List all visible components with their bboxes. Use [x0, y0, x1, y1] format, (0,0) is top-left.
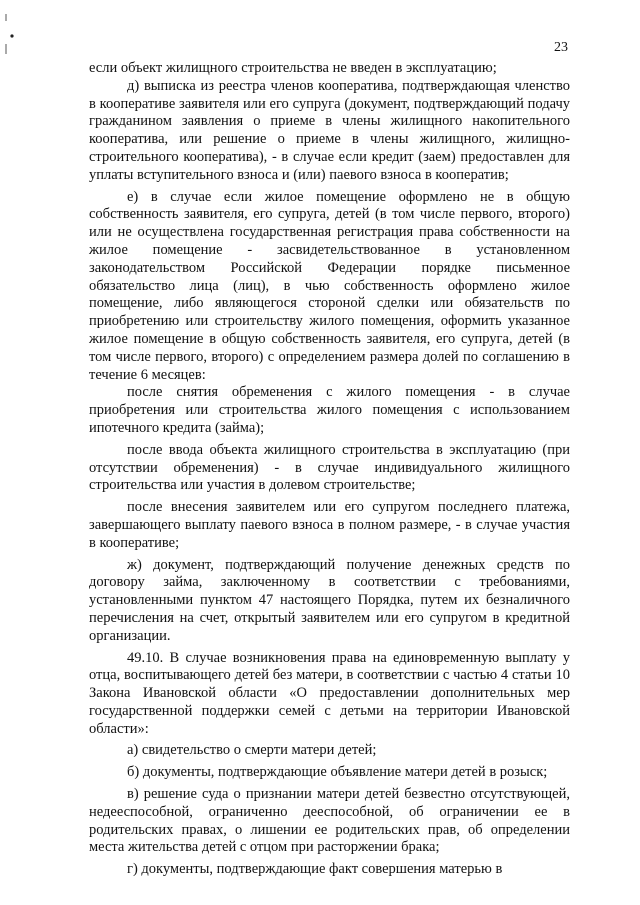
- body-text: [89, 60, 570, 879]
- paragraph-item-d: д) выписка из реестра членов кооператива, подтверждающая членство в кооперативе заявителя или его супруга (документ, подтверждающий подачу гражданином заявления о приеме в члены жилищного накопительного кооператива, или решение о приеме в члены жилищного, жилищно-строительного кооператива), - в случае если кредит (заем) предоставлен для уплаты вступительного взноса и (или) паевого взноса в кооператив;: [89, 77, 570, 183]
- list-item-b: б) документы, подтверждающие объявление матери детей в розыск;: [127, 764, 548, 781]
- paragraph-item-zh: ж) документ, подтверждающий получение денежных средств по договору займа, заключенному в соответствии с требованиями, установленными пунктом 47 настоящего Порядка, путем их безналичного перечисления на счет, открытый заявителем или его супругом в кредитной организации.: [89, 556, 570, 644]
- paragraph-49-10: 49.10. В случае возникновения права на единовременную выплату у отца, воспитывающего детей без матери, в соответствии с частью 4 статьи 10 Закона Ивановской области «О предоставлении дополнительных мер государственной поддержки семей с детьми на территории Ивановской области»:: [89, 649, 570, 737]
- list-item-g: г) документы, подтверждающие факт совершения матерью в: [127, 861, 503, 878]
- page-number: 23: [554, 40, 568, 55]
- punch-hole-marks: [2, 14, 22, 64]
- list-item-v: в) решение суда о признании матери детей безвестно отсутствующей, недееспособной, ограниченно дееспособной, об ограничении ее в родительских правах, о лишении ее родительских прав, об определении места жительства детей с отцом при расторжении брака;: [89, 786, 570, 856]
- paragraph-after-last-payment: после внесения заявителем или его супругом последнего платежа, завершающего выплату паевого взноса в полном размере, - в случае участия в кооперативе;: [89, 499, 570, 551]
- paragraph-after-commissioning: после ввода объекта жилищного строительства в эксплуатацию (при отсутствии обременения) - в случае индивидуального жилищного строительства или участия в долевом строительстве;: [89, 441, 570, 494]
- paragraph-continuation: если объект жилищного строительства не введен в эксплуатацию;: [89, 60, 497, 76]
- paragraph-after-encumbrance: после снятия обременения с жилого помещения - в случае приобретения или строительства жилого помещения с использованием ипотечного кредита (займа);: [89, 384, 570, 436]
- list-item-a: а) свидетельство о смерти матери детей;: [127, 742, 377, 759]
- paragraph-item-e: е) в случае если жилое помещение оформлено не в общую собственность заявителя, его супруга, детей (в том числе первого, второго) или не осуществлена государственная регистрация права собственности на жилое помещение - засвидетельствованное в установленном законодательством Российской Федерации порядке письменное обязательство лица (лиц), в чью собственность оформлено жилое помещение, либо являющегося стороной сделки или обязательств по приобретению или строительству жилого помещения, оформить указанное жилое помещение в общую собственность заявителя, его супруга, детей (в том числе первого, второго) с определением размера долей по соглашению в течение 6 месяцев:: [89, 188, 570, 383]
